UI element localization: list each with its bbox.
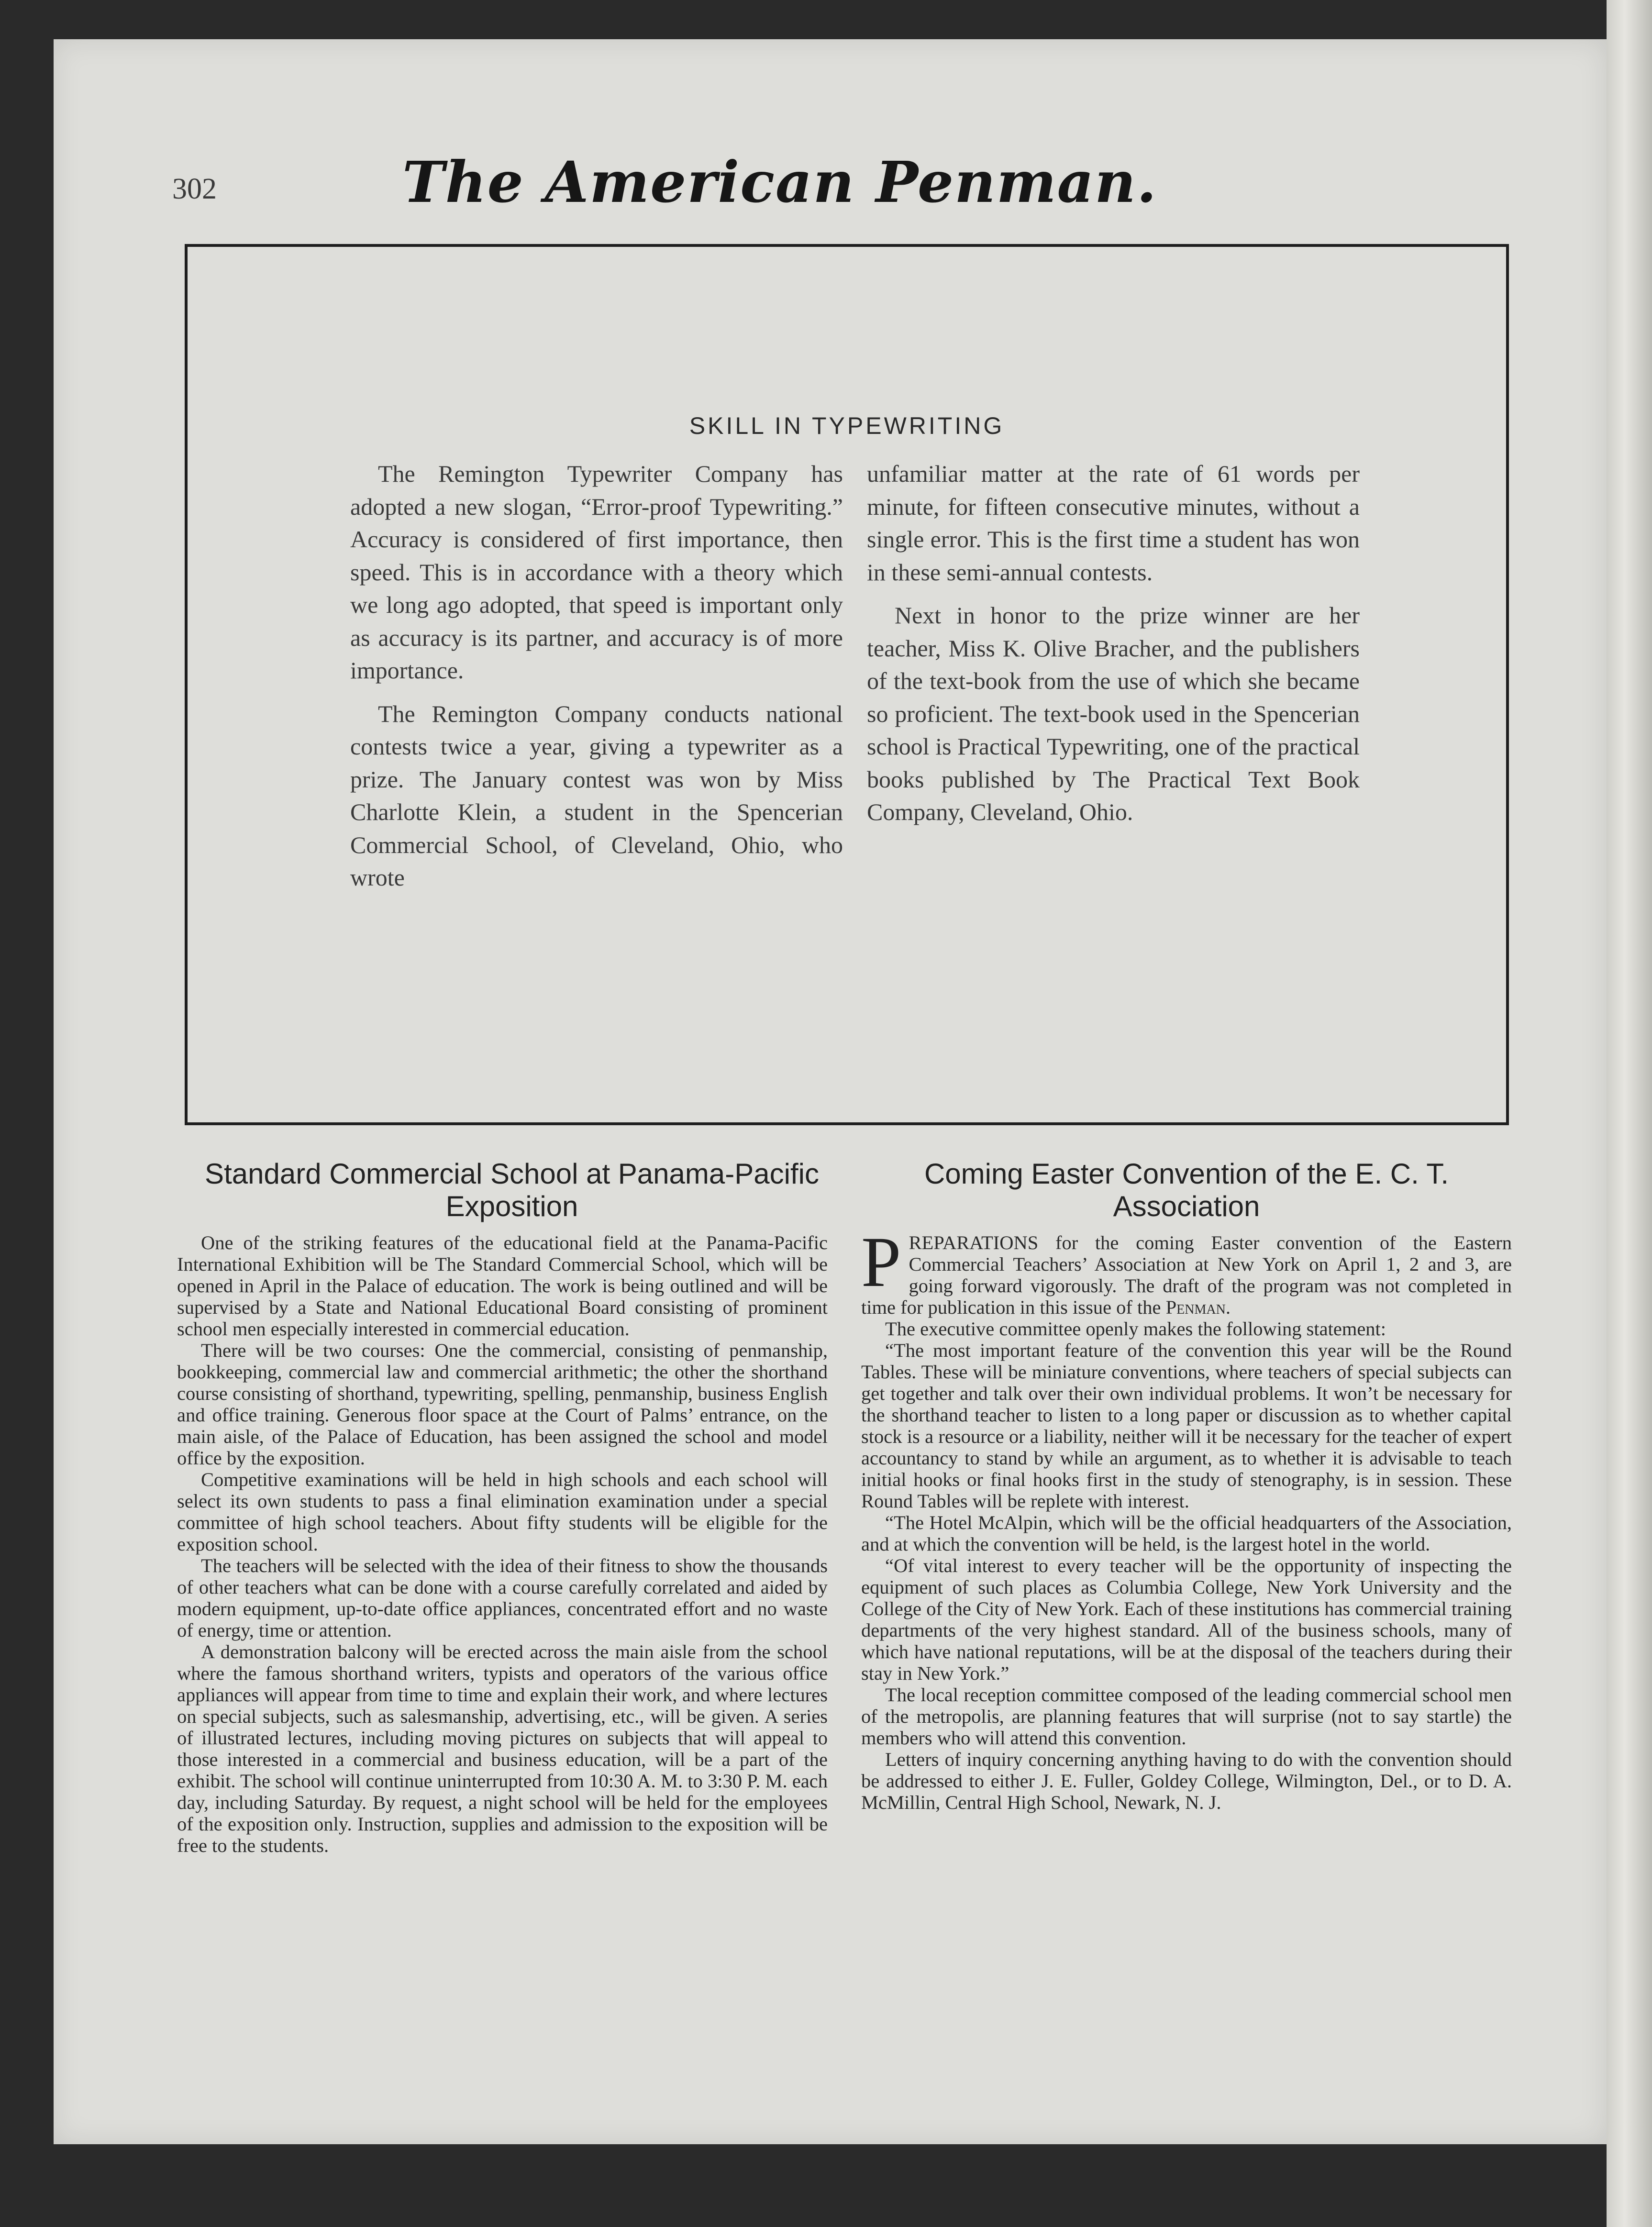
penman-name: Penman xyxy=(1165,1296,1226,1318)
feature-box-left-column xyxy=(350,457,843,905)
lead-paragraph xyxy=(861,1222,1512,1318)
feature-box-title: SKILL IN TYPEWRITING xyxy=(689,412,1005,439)
paragraph: The executive committee openly makes the following statement: xyxy=(885,1318,1386,1340)
article-left-title: Standard Commercial School at Panama-Pacific Exposition xyxy=(205,1158,819,1222)
paragraph: A demonstration balcony will be erected across the main aisle from the school where the famous shorthand writers, typists and operators of the various office appliances will appear from time to time and explain their work, and where lectures on special subjects, such as salesmanship, advertising, etc., will be given. A series of illustrated lectures, including moving pictures on subjects that will appeal to those interested in a commercial and business education, will be a part of the exhibit. The school will continue uninterrupted from 10:30 A. M. to 3:30 P. M. each day, including Saturday. By request, a night school will be held for the employees of the exposition only. Instruction, supplies and admission to the exposition will be free to the students. xyxy=(177,1641,828,1856)
paragraph: Competitive examinations will be held in high schools and each school will select its own students to pass a final elimination examination under a special committee of high school teachers. About fifty students will be eligible for the exposition school. xyxy=(177,1469,828,1555)
lead-end: . xyxy=(1225,1296,1231,1318)
article-right-body xyxy=(861,1222,1512,1813)
paragraph: “The most important feature of the convention this year will be the Round Tables. These will be miniature conventions, where teachers of special subjects can get together and talk over their own individual problems. It won’t be necessary for the shorthand teacher to listen to a long paper or discussion as to whether capital stock is a resource or a liability, neither will it be necessary for the teacher of expert accountancy to stand by while an argument, as to whether it is advisable to teach initial hooks or final hooks first in the study of stenography, is in session. These Round Tables will be replete with interest. xyxy=(861,1340,1512,1512)
feature-box-right-column xyxy=(867,457,1360,839)
masthead-title: The American Penman. xyxy=(402,148,1158,215)
article-right-title: Coming Easter Convention of the E. C. T. Association xyxy=(924,1158,1449,1222)
paragraph: “Of vital interest to every teacher will be the opportunity of inspecting the equipment of such places as Columbia College, New York University and the College of the City of New York. Each of these institutions has commercial training departments of the very highest standard. All of the business schools, many of which have national reputations, will be at the disposal of the teachers during their stay in New York.” xyxy=(861,1555,1512,1684)
paragraph: One of the striking features of the educational field at the Panama-Pacific International Exhibition will be The Standard Commercial School, which will be opened in April in the Palace of education. The work is being outlined and will be supervised by a State and National Educational Board consisting of prominent school men especially interested in commercial education. xyxy=(177,1232,828,1340)
page-number: 302 xyxy=(172,173,217,205)
article-left-body xyxy=(177,1232,828,1856)
paragraph: The Remington Company conducts national contests twice a year, giving a typewriter as a prize. The January contest was won by Miss Charlotte Klein, a student in the Spencerian Commercial School, of Cleveland, Ohio, who wrote xyxy=(350,700,843,891)
lead-text: REPARATIONS for the coming Easter convention of the Eastern Commercial Teachers’ Association at New York on April 1, 2 and 3, are going forward vigorously. The draft of the program was not completed in time for publication in this issue of the xyxy=(861,1232,1512,1318)
paragraph: The teachers will be selected with the idea of their fitness to show the thousands of other teachers what can be done with a course carefully correlated and aided by modern equipment, up-to-date office appliances, concentrated effort and no waste of energy, time or attention. xyxy=(177,1555,828,1641)
paragraph: Next in honor to the prize winner are her teacher, Miss K. Olive Bracher, and the publishers of the text-book from the use of which she became so proficient. The text-book used in the Spencerian school is Practical Typewriting, one of the practical books published by The Practical Text Book Company, Cleveland, Ohio. xyxy=(867,602,1360,825)
next-page-edge xyxy=(1607,0,1652,2227)
paragraph: There will be two courses: One the commercial, consisting of penmanship, bookkeeping, commercial law and commercial arithmetic; the other the shorthand course consisting of shorthand, typewriting, spelling, penmanship, business English and office training. Generous floor space at the Court of Palms’ entrance, on the main aisle, of the Palace of Education, has been assigned the school and model office by the exposition. xyxy=(177,1340,828,1469)
paragraph: Letters of inquiry concerning anything having to do with the convention should be addressed to either J. E. Fuller, Goldey College, Wilmington, Del., or to D. A. McMillin, Central High School, Newark, N. J. xyxy=(861,1749,1512,1813)
drop-cap: P xyxy=(861,1222,901,1302)
paragraph: The Remington Typewriter Company has adopted a new slogan, “Error-proof Typewriting.” Accuracy is considered of first importance, then speed. This is in accordance with a theory which we long ago adopted, that speed is important only as accuracy is its partner, and accuracy is of more importance. xyxy=(350,460,843,684)
feature-box xyxy=(185,244,1509,1125)
paragraph: The local reception committee composed of the leading commercial school men of the metropolis, are planning features that will surprise (not to say startle) the members who will attend this convention. xyxy=(861,1684,1512,1749)
paragraph: “The Hotel McAlpin, which will be the official headquarters of the Association, and at which the convention will be held, is the largest hotel in the world. xyxy=(861,1512,1512,1555)
paragraph: unfamiliar matter at the rate of 61 words per minute, for fifteen consecutive minutes, without a single error. This is the first time a student has won in these semi-annual contests. xyxy=(867,460,1360,586)
